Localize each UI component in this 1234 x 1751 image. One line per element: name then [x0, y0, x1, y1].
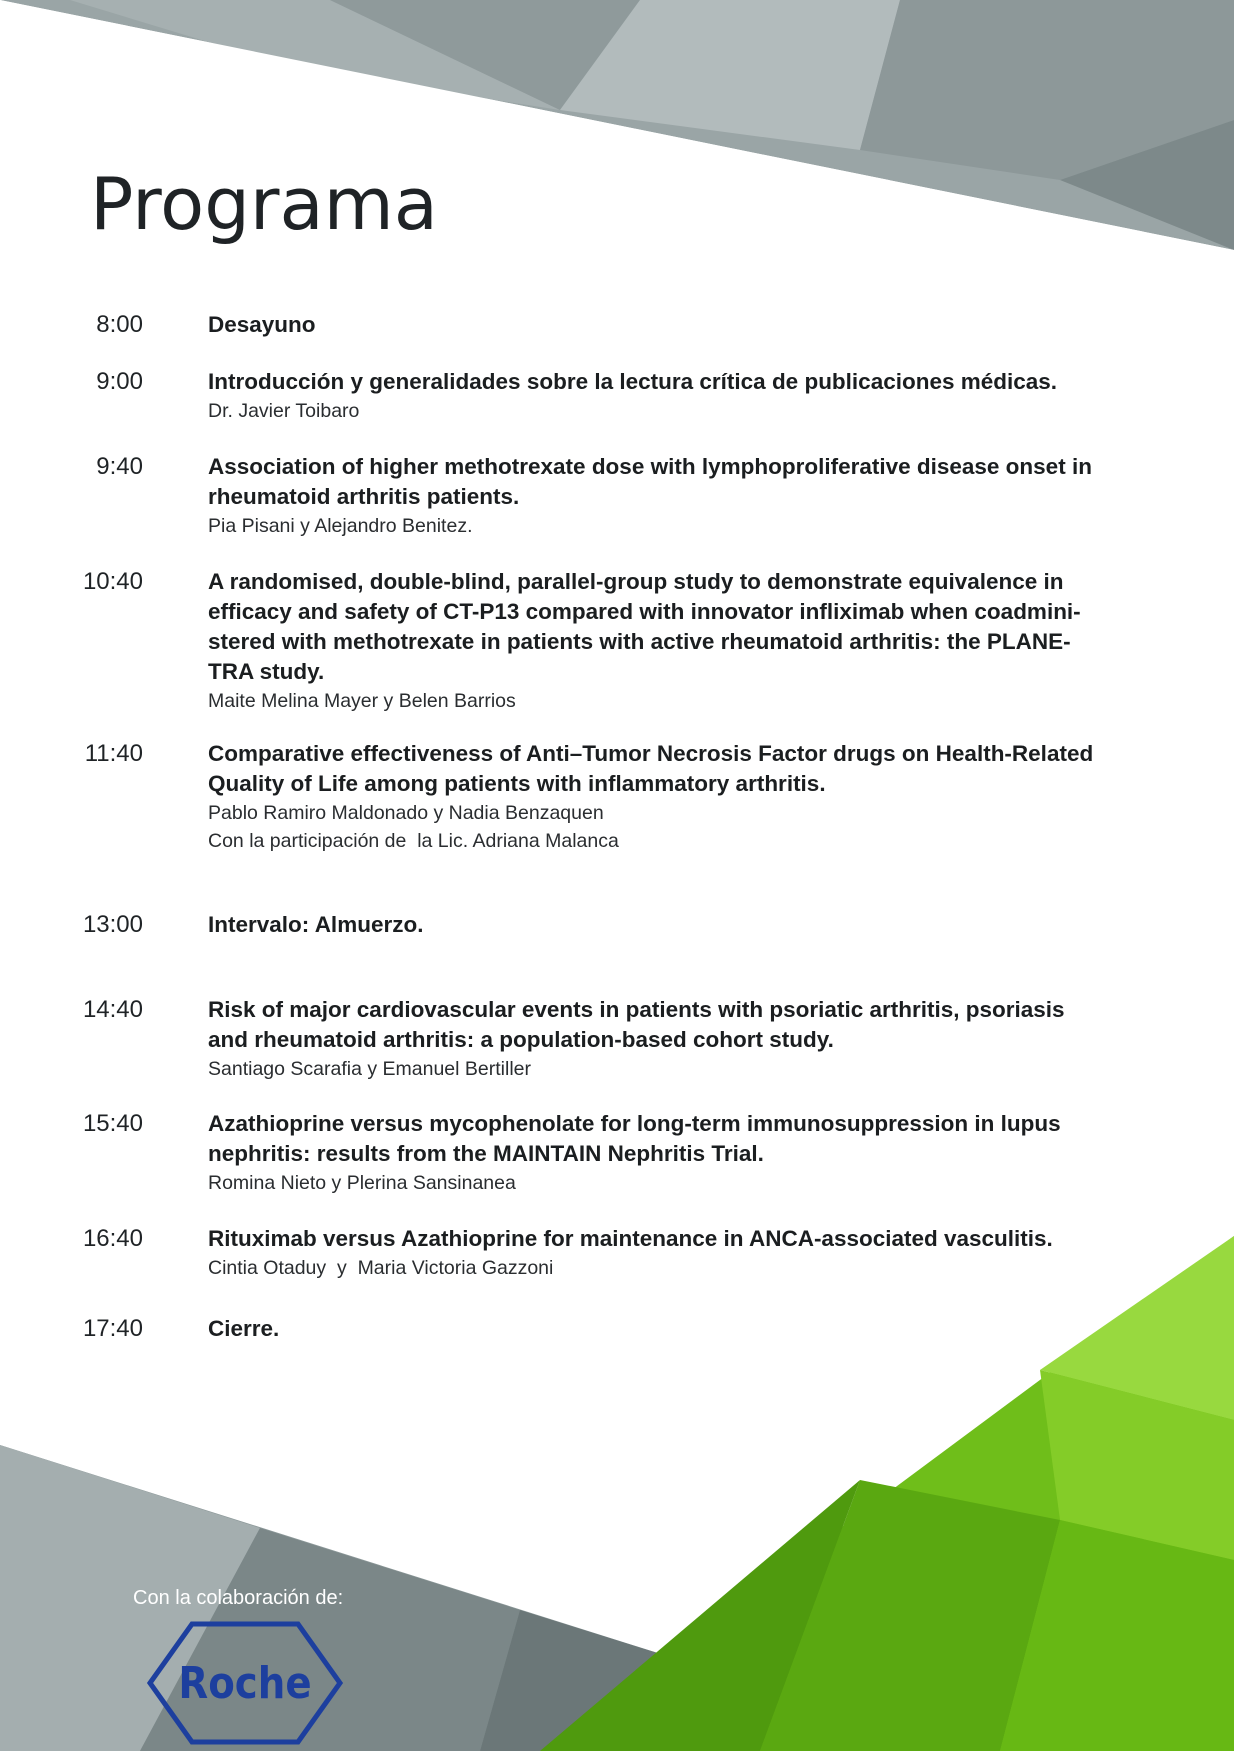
talk-title-line: rheumatoid arthritis patients. — [208, 484, 520, 509]
speaker-line: Pia Pisani y Alejandro Benitez. — [208, 515, 473, 537]
talk-title-line: Introducción y generalidades sobre la lectura crítica de publicaciones médicas. — [208, 369, 1058, 394]
schedule-content — [208, 310, 1138, 340]
talk-title-line: nephritis: results from the MAINTAIN Nephritis Trial. — [208, 1141, 764, 1166]
speaker-line: Dr. Javier Toibaro — [208, 400, 360, 422]
schedule-time: 13:00 — [82, 911, 143, 938]
speaker-line: Romina Nieto y Plerina Sansinanea — [208, 1172, 516, 1194]
schedule-time: 17:40 — [82, 1315, 143, 1342]
speaker-line: Santiago Scarafia y Emanuel Bertiller — [208, 1058, 531, 1080]
roche-logo — [146, 1620, 344, 1746]
talk-title-line: Cierre. — [208, 1316, 280, 1341]
collaboration-label: Con la colaboración de: — [133, 1587, 344, 1609]
schedule-content — [208, 1314, 1138, 1344]
schedule-time: 14:40 — [82, 996, 143, 1023]
talk-title-line: Azathioprine versus mycophenolate for long-term immunosuppression in lupus — [208, 1111, 1061, 1136]
roche-logo-text: Roche — [178, 1657, 312, 1709]
schedule-time: 11:40 — [84, 740, 143, 767]
speaker-line: Maite Melina Mayer y Belen Barrios — [208, 690, 516, 712]
speaker-line: Con la participación de la Lic. Adriana Malanca — [208, 830, 619, 852]
page-title: Programa — [90, 162, 438, 246]
schedule-time: 9:40 — [96, 453, 143, 480]
schedule-content — [208, 910, 1138, 940]
talk-title-line: Risk of major cardiovascular events in patients with psoriatic arthritis, psoriasis — [208, 997, 1065, 1022]
schedule-content — [208, 1224, 1138, 1282]
schedule-content — [208, 739, 1138, 855]
speaker-line: Pablo Ramiro Maldonado y Nadia Benzaquen — [208, 802, 604, 824]
schedule-time: 16:40 — [82, 1225, 143, 1252]
schedule-time: 10:40 — [82, 568, 143, 595]
talk-title-line: Rituximab versus Azathioprine for maintenance in ANCA-associated vasculitis. — [208, 1226, 1053, 1251]
schedule-time: 9:00 — [96, 368, 143, 395]
talk-title-line: stered with methotrexate in patients with active rheumatoid arthritis: the PLANE- — [208, 629, 1071, 654]
talk-title-line: TRA study. — [208, 659, 325, 684]
schedule-content — [208, 1109, 1138, 1197]
talk-title-line: Desayuno — [208, 312, 316, 337]
talk-title-line: and rheumatoid arthritis: a population-based cohort study. — [208, 1027, 834, 1052]
talk-title-line: Association of higher methotrexate dose with lymphoproliferative disease onset in — [208, 454, 1092, 479]
talk-title-line: efficacy and safety of CT-P13 compared with innovator infliximab when coadmini- — [208, 599, 1081, 624]
speaker-line: Cintia Otaduy y Maria Victoria Gazzoni — [208, 1257, 554, 1279]
schedule-time: 8:00 — [96, 311, 143, 338]
schedule-content — [208, 567, 1138, 715]
schedule-time: 15:40 — [82, 1110, 143, 1137]
schedule-content — [208, 367, 1138, 425]
talk-title-line: Quality of Life among patients with inflammatory arthritis. — [208, 771, 826, 796]
talk-title-line: Comparative effectiveness of Anti–Tumor Necrosis Factor drugs on Health-Related — [208, 741, 1094, 766]
talk-title-line: Intervalo: Almuerzo. — [208, 912, 424, 937]
schedule-content — [208, 995, 1138, 1083]
schedule-content — [208, 452, 1138, 540]
talk-title-line: A randomised, double-blind, parallel-group study to demonstrate equivalence in — [208, 569, 1064, 594]
